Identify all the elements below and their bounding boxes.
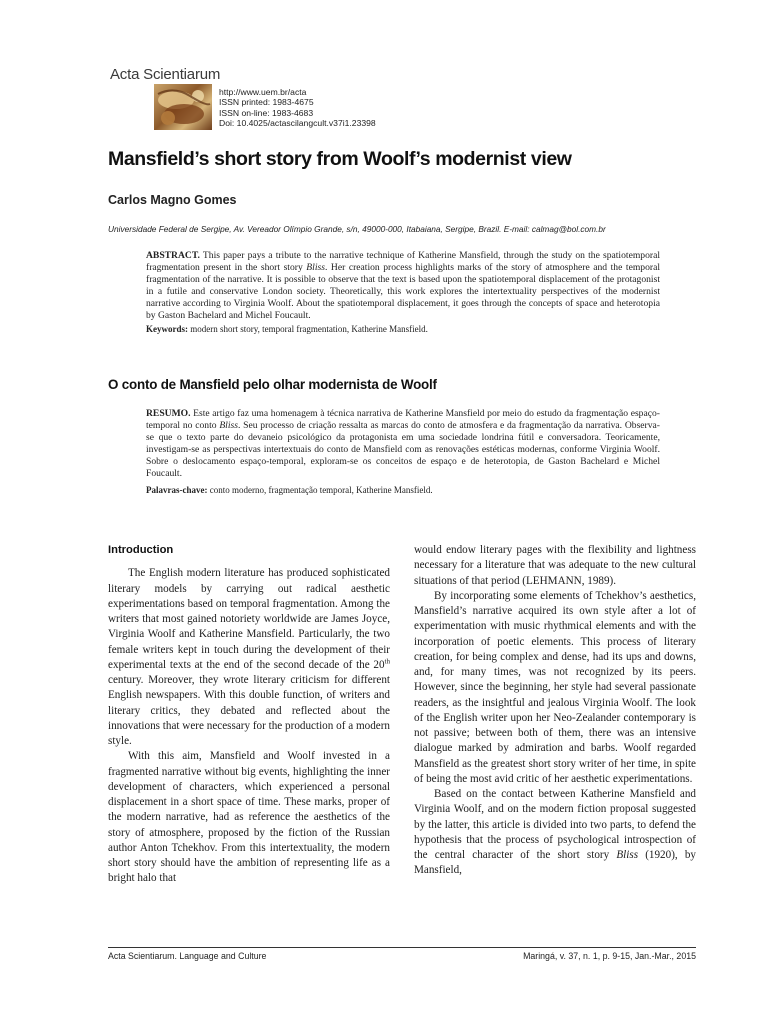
author-name: Carlos Magno Gomes (108, 193, 237, 207)
journal-url[interactable]: http://www.uem.br/acta (219, 87, 307, 97)
resumo-text: RESUMO. Este artigo faz uma homenagem à técnica narrativa de Katherine Mansfield por meio do estudo da fragmentação espaço-temporal no conto Bliss. Seu processo de criação ressalta as marcas do conto de atmosfera e da fragmentação da narrativa. Observa-se que o texto parte do devaneio psicológico da protagonista em uma sociedade londrina fútil e conversadora. Teoricamente, investigam-se as perspectivas intertextuais do conto de Mansfield com as renovações estéticas modernas, conforme Virginia Woolf. Sobre o deslocamento espaço-temporal, exploram-se os conceitos de espaço e de heterotopia, de Gaston Bachelard e Michel Foucault. (146, 408, 661, 480)
paragraph: The English modern literature has produced sophisticated literary models by carrying out radical aesthetic experimentations based on temporal fragmentation. Among the writers that most gained notoriety worldwide are James Joyce, Virginia Woolf and Katherine Mansfield. Particularly, the two female writers kept in touch during the development of their experimental texts at the end of the second decade of the 20th century. Moreover, they wrote literary criticism for different English newspapers. With this double function, of writers and literary critics, they debated and reflected about the innovations that were necessary for the production of a modern style. (108, 567, 390, 747)
palavras-chave-label: Palavras-chave: (146, 485, 208, 496)
journal-meta (219, 87, 376, 129)
body-column-right (414, 543, 696, 879)
keywords: Keywords: modern short story, temporal fragmentation, Katherine Mansfield. (146, 324, 428, 335)
section-heading-introduction: Introduction (108, 544, 174, 556)
article-title: Mansfield’s short story from Woolf’s modernist view (108, 148, 572, 170)
footer-divider (108, 947, 696, 948)
abstract (146, 250, 660, 335)
footer-journal: Acta Scientiarum. Language and Culture (108, 951, 267, 961)
footer-citation: Maringá, v. 37, n. 1, p. 9-15, Jan.-Mar., 2015 (523, 951, 696, 961)
abstract-text: ABSTRACT. This paper pays a tribute to the narrative technique of Katherine Mansfield, through the study on the spatiotemporal fragmentation present in the short story Bliss. Her creation process highlights marks of the story of atmosphere and the temporal fragmentation of the narrative. It is possible to observe that the text is based upon the spatiotemporal displacement of the protagonist in a futile and conservative London society. Theoretically, this work explores the intertextuality perspectives of the modernist narrative according to Virginia Woolf. About the spatiotemporal displacement, it goes through the concepts of space and heterotopia by Gaston Bachelard and Michel Foucault. (146, 250, 660, 322)
paragraph: By incorporating some elements of Tchekhov’s aesthetics, Mansfield’s narrative acquired its own style after a lot of experimentation with music rhythmical elements and with the incorporation of poetic elements. This process of literary creation, for being complex and dense, had its ups and downs, and, for many times, was not recognized by its peers. However, since the beginning, her style had several passionate readers, as the insightful and jealous Virginia Woolf. The look of the English writer upon her Neo-Zealander contemporary is not passive; between both of them, there was an intensive dialogue marked by admiration and barbs. Woolf regarded Mansfield as the greatest short story writer of her time, in spite of being the most avid critic of her aesthetic experimentations. (414, 589, 696, 785)
palavras-chave: Palavras-chave: conto moderno, fragmentação temporal, Katherine Mansfield. (146, 485, 433, 496)
portuguese-title: O conto de Mansfield pelo olhar modernista de Woolf (108, 377, 437, 392)
paragraph: Based on the contact between Katherine Mansfield and Virginia Woolf, and on the modern fiction proposal suggested by the latter, this article is divided into two parts, to defend the hypothesis that the process of psychological introspection of the central character of the short story Bliss (1920), by Mansfield, (414, 788, 696, 877)
issn-printed: ISSN printed: 1983-4675 (219, 97, 314, 108)
keywords-label: Keywords: (146, 324, 188, 335)
body-column-left (108, 543, 390, 887)
author-affiliation: Universidade Federal de Sergipe, Av. Vereador Olímpio Grande, s/n, 49000-000, Itabaiana, Sergipe, Brazil. E-mail: calmag@bol.com.br (108, 224, 606, 234)
journal-logo-image (154, 84, 212, 130)
paragraph: With this aim, Mansfield and Woolf invested in a fragmented narrative without big events, highlighting the inner development of characters, which experienced a personal displacement in a short space of time. These marks, proper of the modern narrative, had as reference the aesthetics of the story of atmosphere, proposed by the fiction of the Russian author Anton Tchekhov. From this intertextuality, the modern short story should have the ambition of representing life as a bright halo that (108, 750, 390, 885)
journal-logo: Acta Scientiarum (110, 66, 221, 83)
issn-online: ISSN on-line: 1983-4683 (219, 107, 314, 118)
abstract-label: ABSTRACT. (146, 250, 200, 261)
resumo-label: RESUMO. (146, 408, 191, 419)
paragraph: would endow literary pages with the flexibility and lightness necessary for a literature that was adequate to the new cultural situations of that period (LEHMANN, 1989). (414, 544, 696, 587)
resumo (146, 408, 660, 496)
doi: Doi: 10.4025/actascilangcult.v37i1.23398 (219, 118, 376, 129)
